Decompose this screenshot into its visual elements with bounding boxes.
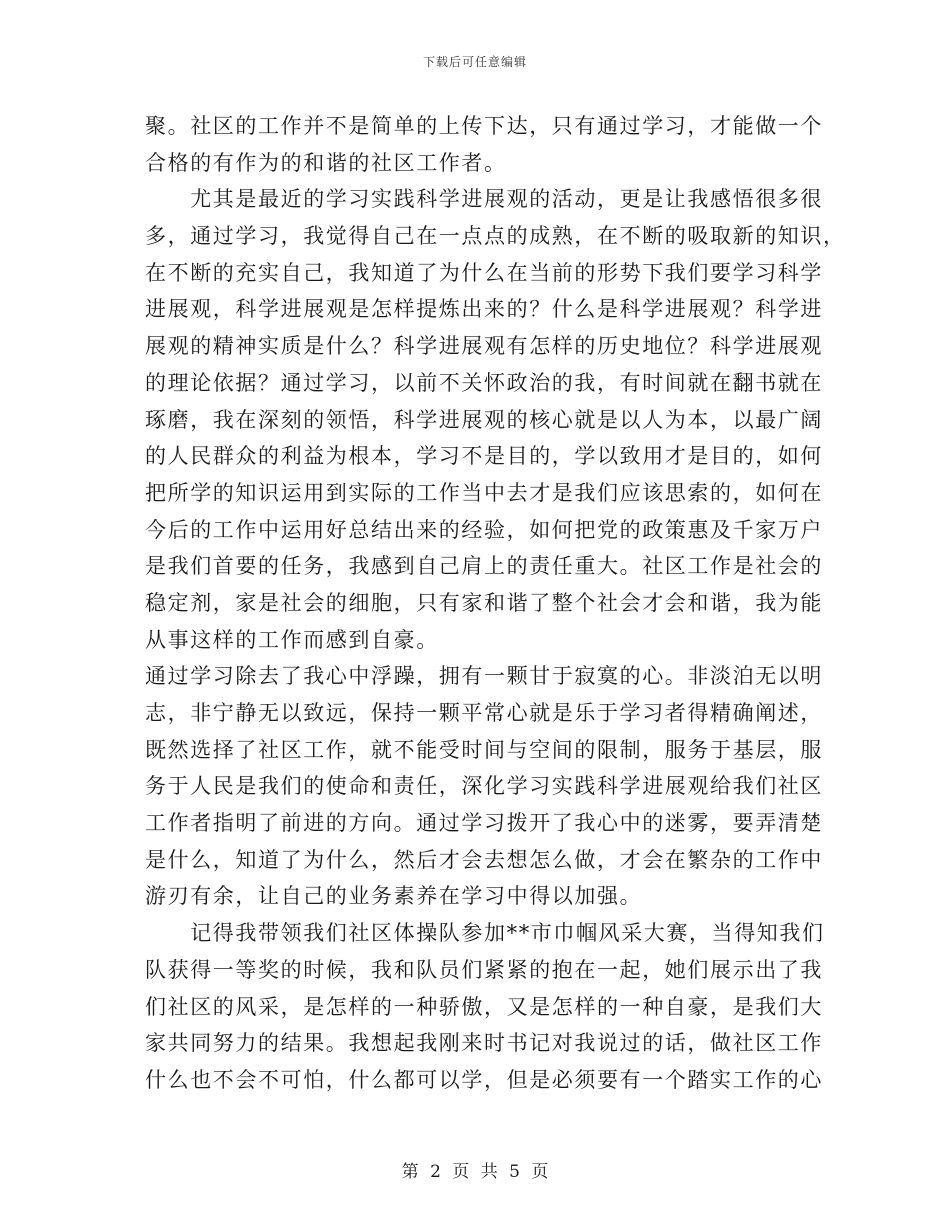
text-line: 游刃有余，让自己的业务素养在学习中得以加强。 (145, 884, 643, 909)
text-line: 家共同努力的结果。我想起我刚来时书记对我说过的话，做社区工作 (145, 1031, 823, 1056)
text-line: 工作者指明了前进的方向。通过学习拨开了我心中的迷雾，要弄清楚 (145, 811, 823, 836)
text-line: 队获得一等奖的时候，我和队员们紧紧的抱在一起，她们展示出了我 (145, 957, 823, 982)
text-line: 通过学习除去了我心中浮躁，拥有一颗甘于寂寞的心。非淡泊无以明 (145, 664, 823, 689)
page-number: 第 2 页 共 5 页 (401, 1162, 549, 1182)
text-line: 务于人民是我们的使命和责任，深化学习实践科学进展观给我们社区 (145, 774, 823, 799)
text-line: 的理论依据？通过学习，以前不关怀政治的我，有时间就在翻书就在 (145, 370, 823, 395)
text-line: 把所学的知识运用到实际的工作当中去才是我们应该思索的，如何在 (145, 480, 823, 505)
text-line: 志，非宁静无以致远，保持一颗平常心就是乐于学习者得精确阐述， (145, 701, 823, 725)
text-line: 尤其是最近的学习实践科学进展观的活动，更是让我感悟很多很 (145, 187, 823, 212)
text-line: 在不断的充实自己，我知道了为什么在当前的形势下我们要学习科学 (145, 260, 823, 285)
text-line: 是我们首要的任务，我感到自己肩上的责任重大。社区工作是社会的 (145, 554, 823, 579)
text-line: 多，通过学习，我觉得自己在一点点的成熟，在不断的吸取新的知识， (145, 224, 846, 249)
text-line: 既然选择了社区工作，就不能受时间与空间的限制，服务于基层，服 (145, 737, 823, 762)
text-line: 展观的精神实质是什么？科学进展观有怎样的历史地位？科学进展观 (145, 334, 823, 359)
text-line: 进展观，科学进展观是怎样提炼出来的？什么是科学进展观？科学进 (145, 297, 823, 322)
text-line: 从事这样的工作而感到自豪。 (145, 627, 439, 652)
text-line: 记得我带领我们社区体操队参加**市巾帼风采大赛，当得知我们 (145, 921, 825, 946)
text-line: 聚。社区的工作并不是简单的上传下达，只有通过学习，才能做一个 (145, 114, 823, 138)
text-line: 合格的有作为的和谐的社区工作者。 (145, 150, 507, 175)
text-line: 们社区的风采，是怎样的一种骄傲，又是怎样的一种自豪，是我们大 (145, 994, 823, 1019)
document-body (145, 108, 846, 1099)
page-header: 下载后可任意编辑 (422, 55, 527, 69)
text-line: 是什么，知道了为什么，然后才会去想怎么做，才会在繁杂的工作中 (145, 847, 823, 872)
text-line: 今后的工作中运用好总结出来的经验，如何把党的政策惠及千家万户 (145, 517, 823, 542)
text-line: 的人民群众的利益为根本，学习不是目的，学以致用才是目的，如何 (145, 444, 823, 469)
text-line: 什么也不会不可怕，什么都可以学，但是必须要有一个踏实工作的心 (145, 1067, 823, 1092)
text-line: 琢磨，我在深刻的领悟，科学进展观的核心就是以人为本，以最广阔 (145, 407, 823, 432)
text-line: 稳定剂，家是社会的细胞，只有家和谐了整个社会才会和谐，我为能 (145, 590, 823, 615)
